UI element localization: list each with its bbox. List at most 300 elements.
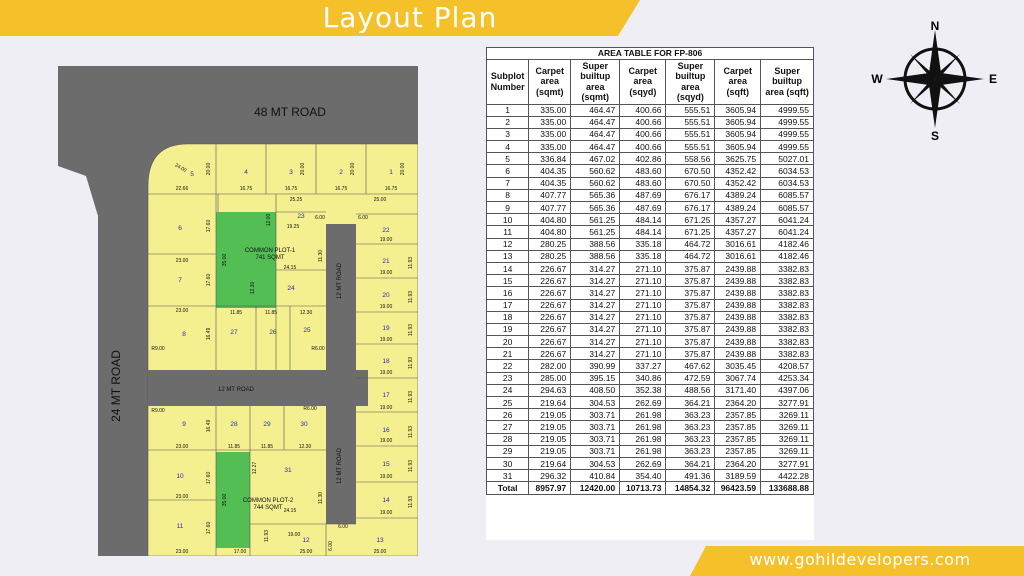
table-cell: 555.51 xyxy=(666,104,715,116)
table-row xyxy=(487,226,814,238)
page-title: Layout Plan xyxy=(322,1,498,34)
table-cell: 226.67 xyxy=(529,262,571,274)
table-cell: 9 xyxy=(487,202,529,214)
table-cell: 6085.57 xyxy=(761,202,814,214)
table-cell: 4352.42 xyxy=(715,177,761,189)
dimension-label: 17.60 xyxy=(206,219,212,233)
table-cell: 3382.83 xyxy=(761,336,814,348)
table-cell: 4397.06 xyxy=(761,384,814,396)
table-cell: 27 xyxy=(487,421,529,433)
table-cell: 7 xyxy=(487,177,529,189)
dimension-label: R9.00 xyxy=(151,346,165,352)
dimension-label: 11.93 xyxy=(408,425,414,439)
dimension-label: 24.15 xyxy=(283,508,297,514)
plot-number: 1 xyxy=(389,169,393,176)
dimension-label: 35.00 xyxy=(222,253,228,267)
table-column-header: Carpet area (sqmt) xyxy=(529,59,571,104)
dimension-label: 17.60 xyxy=(206,521,212,535)
area-table xyxy=(486,47,814,495)
table-cell: 3605.94 xyxy=(715,141,761,153)
table-total-cell: 14854.32 xyxy=(666,482,715,494)
plot-number: 24 xyxy=(287,285,295,292)
table-cell: 2 xyxy=(487,116,529,128)
table-row xyxy=(487,214,814,226)
table-cell: 410.84 xyxy=(571,470,620,482)
table-row xyxy=(487,238,814,250)
table-cell: 219.05 xyxy=(529,433,571,445)
table-cell: 337.27 xyxy=(620,360,666,372)
table-cell: 375.87 xyxy=(666,287,715,299)
dimension-label: 24.15 xyxy=(283,265,297,271)
compass-north: N xyxy=(930,19,940,33)
table-cell: 400.66 xyxy=(620,116,666,128)
table-row xyxy=(487,384,814,396)
table-cell: 29 xyxy=(487,445,529,457)
plot-number: 29 xyxy=(263,421,271,428)
table-cell: 2439.88 xyxy=(715,262,761,274)
plot-number: 12 xyxy=(302,537,310,544)
dimension-label: 11.85 xyxy=(260,444,274,450)
table-cell: 671.25 xyxy=(666,214,715,226)
dimension-label: 22.66 xyxy=(175,186,189,192)
table-cell: 6085.57 xyxy=(761,189,814,201)
table-cell: 3277.91 xyxy=(761,457,814,469)
table-cell: 226.67 xyxy=(529,348,571,360)
table-cell: 21 xyxy=(487,348,529,360)
table-cell: 375.87 xyxy=(666,323,715,335)
table-cell: 3382.83 xyxy=(761,323,814,335)
plot-number: 11 xyxy=(176,523,184,530)
table-cell: 335.18 xyxy=(620,238,666,250)
table-row xyxy=(487,177,814,189)
table-cell: 4352.42 xyxy=(715,165,761,177)
table-cell: 2439.88 xyxy=(715,311,761,323)
table-cell: 375.87 xyxy=(666,311,715,323)
table-cell: 271.10 xyxy=(620,311,666,323)
dimension-label: 25.00 xyxy=(373,549,387,555)
table-cell: 314.27 xyxy=(571,311,620,323)
compass-west: W xyxy=(871,72,883,86)
table-cell: 6034.53 xyxy=(761,165,814,177)
dimension-label: 19.00 xyxy=(287,532,301,538)
table-cell: 5027.01 xyxy=(761,153,814,165)
table-cell: 2439.88 xyxy=(715,323,761,335)
dimension-label: 6.00 xyxy=(338,524,348,530)
table-row xyxy=(487,202,814,214)
table-cell: 670.50 xyxy=(666,177,715,189)
table-cell: 16 xyxy=(487,287,529,299)
table-cell: 280.25 xyxy=(529,250,571,262)
table-cell: 483.60 xyxy=(620,165,666,177)
dimension-label: 23.00 xyxy=(175,258,189,264)
dimension-label: 19.00 xyxy=(379,474,393,480)
table-cell: 3269.11 xyxy=(761,433,814,445)
dimension-label: 11.30 xyxy=(318,491,324,505)
table-row xyxy=(487,397,814,409)
table-cell: 2439.88 xyxy=(715,336,761,348)
table-cell: 303.71 xyxy=(571,409,620,421)
table-cell: 271.10 xyxy=(620,323,666,335)
table-cell: 314.27 xyxy=(571,336,620,348)
table-cell: 17 xyxy=(487,299,529,311)
dimension-label: R6.00 xyxy=(303,406,317,412)
dimension-label: 11.93 xyxy=(408,290,414,304)
table-cell: 407.77 xyxy=(529,202,571,214)
table-cell: 335.00 xyxy=(529,116,571,128)
table-cell: 364.21 xyxy=(666,397,715,409)
table-row xyxy=(487,116,814,128)
table-cell: 314.27 xyxy=(571,299,620,311)
plot-number: 30 xyxy=(300,421,308,428)
table-cell: 226.67 xyxy=(529,323,571,335)
dimension-label: 6.00 xyxy=(315,215,325,221)
table-cell: 2357.85 xyxy=(715,421,761,433)
table-cell: 219.64 xyxy=(529,397,571,409)
table-cell: 3016.61 xyxy=(715,238,761,250)
area-table-panel xyxy=(486,47,814,540)
table-cell: 484.14 xyxy=(620,214,666,226)
table-cell: 4999.55 xyxy=(761,116,814,128)
table-cell: 3269.11 xyxy=(761,409,814,421)
table-cell: 1 xyxy=(487,104,529,116)
table-row xyxy=(487,348,814,360)
dimension-label: 6.00 xyxy=(358,215,368,221)
table-row xyxy=(487,409,814,421)
table-cell: 31 xyxy=(487,470,529,482)
table-cell: 4253.34 xyxy=(761,372,814,384)
compass-south: S xyxy=(930,129,940,143)
table-cell: 3382.83 xyxy=(761,287,814,299)
table-cell: 483.60 xyxy=(620,177,666,189)
table-cell: 3067.74 xyxy=(715,372,761,384)
table-cell: 404.35 xyxy=(529,177,571,189)
dimension-label: 19.00 xyxy=(379,304,393,310)
table-cell: 402.86 xyxy=(620,153,666,165)
table-cell: 19 xyxy=(487,323,529,335)
table-cell: 2439.88 xyxy=(715,275,761,287)
table-cell: 25 xyxy=(487,397,529,409)
table-cell: 6041.24 xyxy=(761,226,814,238)
dimension-label: 16.49 xyxy=(206,327,212,341)
compass-rose-icon xyxy=(870,16,1000,146)
table-cell: 467.02 xyxy=(571,153,620,165)
road-label-12mt-vertical-lower: 12 MT ROAD xyxy=(337,448,343,484)
table-cell: 4182.46 xyxy=(761,238,814,250)
compass-east: E xyxy=(988,72,998,86)
dimension-label: 11.93 xyxy=(408,459,414,473)
table-cell: 20 xyxy=(487,336,529,348)
dimension-label: 19.00 xyxy=(379,237,393,243)
table-cell: 404.80 xyxy=(529,226,571,238)
table-cell: 487.69 xyxy=(620,189,666,201)
table-cell: 2439.88 xyxy=(715,348,761,360)
table-cell: 555.51 xyxy=(666,141,715,153)
table-cell: 484.14 xyxy=(620,226,666,238)
table-cell: 491.36 xyxy=(666,470,715,482)
table-cell: 363.23 xyxy=(666,433,715,445)
dimension-label: 19.25 xyxy=(286,224,300,230)
table-cell: 464.72 xyxy=(666,238,715,250)
table-cell: 24 xyxy=(487,384,529,396)
table-cell: 314.27 xyxy=(571,323,620,335)
table-cell: 219.05 xyxy=(529,409,571,421)
dimension-label: 23.00 xyxy=(175,308,189,314)
dimension-label: 23.00 xyxy=(175,549,189,555)
table-cell: 4999.55 xyxy=(761,104,814,116)
table-cell: 271.10 xyxy=(620,287,666,299)
table-cell: 3625.75 xyxy=(715,153,761,165)
table-cell: 335.18 xyxy=(620,250,666,262)
table-cell: 15 xyxy=(487,275,529,287)
plot-number: 14 xyxy=(382,497,390,504)
table-cell: 262.69 xyxy=(620,457,666,469)
table-cell: 2439.88 xyxy=(715,299,761,311)
table-cell: 2439.88 xyxy=(715,287,761,299)
dimension-label: R6.00 xyxy=(311,346,325,352)
dimension-label: 19.00 xyxy=(379,438,393,444)
dimension-label: 11.93 xyxy=(408,390,414,404)
table-total-cell: 96423.59 xyxy=(715,482,761,494)
table-cell: 3382.83 xyxy=(761,299,814,311)
table-cell: 13 xyxy=(487,250,529,262)
table-row xyxy=(487,323,814,335)
dimension-label: R9.00 xyxy=(151,408,165,414)
dimension-label: 12.30 xyxy=(298,444,312,450)
table-cell: 354.40 xyxy=(620,470,666,482)
dimension-label: 20.00 xyxy=(350,162,356,176)
dimension-label: 16.75 xyxy=(239,186,253,192)
table-cell: 408.50 xyxy=(571,384,620,396)
plot-number: 10 xyxy=(176,473,184,480)
table-column-header: Carpet area (sqyd) xyxy=(620,59,666,104)
table-cell: 3269.11 xyxy=(761,421,814,433)
plot-number: 3 xyxy=(289,169,293,176)
table-cell: 2357.85 xyxy=(715,409,761,421)
dimension-label: 11.85 xyxy=(229,310,243,316)
plot-number: 6 xyxy=(178,225,182,232)
plot-number: 17 xyxy=(382,392,390,399)
table-cell: 271.10 xyxy=(620,348,666,360)
dimension-label: 25.00 xyxy=(299,549,313,555)
table-row xyxy=(487,311,814,323)
dimension-label: 25.00 xyxy=(373,197,387,203)
table-cell: 4182.46 xyxy=(761,250,814,262)
dimension-label: 12.30 xyxy=(250,281,256,295)
dimension-label: 19.00 xyxy=(379,370,393,376)
table-total-row xyxy=(487,482,814,494)
table-cell: 30 xyxy=(487,457,529,469)
table-cell: 2364.20 xyxy=(715,397,761,409)
dimension-label: 11.85 xyxy=(264,310,278,316)
table-cell: 4999.55 xyxy=(761,128,814,140)
table-cell: 404.35 xyxy=(529,165,571,177)
dimension-label: 12.27 xyxy=(252,461,258,475)
plot-number: 27 xyxy=(230,329,238,336)
table-cell: 390.99 xyxy=(571,360,620,372)
dimension-label: 11.93 xyxy=(408,356,414,370)
table-cell: 3269.11 xyxy=(761,445,814,457)
table-cell: 558.56 xyxy=(666,153,715,165)
table-cell: 400.66 xyxy=(620,128,666,140)
plot-number: 21 xyxy=(382,258,390,265)
dimension-label: 17.60 xyxy=(206,273,212,287)
table-cell: 4422.28 xyxy=(761,470,814,482)
dimension-label: 35.00 xyxy=(222,493,228,507)
table-cell: 271.10 xyxy=(620,299,666,311)
table-cell: 3605.94 xyxy=(715,128,761,140)
dimension-label: 11.93 xyxy=(264,529,270,543)
table-cell: 375.87 xyxy=(666,299,715,311)
dimension-label: 11.93 xyxy=(408,495,414,509)
dimension-label: 19.00 xyxy=(379,405,393,411)
table-row xyxy=(487,141,814,153)
table-cell: 3016.61 xyxy=(715,250,761,262)
table-row xyxy=(487,104,814,116)
table-row xyxy=(487,262,814,274)
road-label-24mt: 24 MT ROAD xyxy=(109,350,123,422)
table-row xyxy=(487,189,814,201)
table-cell: 282.00 xyxy=(529,360,571,372)
plot-number: 19 xyxy=(382,325,390,332)
table-cell: 22 xyxy=(487,360,529,372)
table-cell: 467.62 xyxy=(666,360,715,372)
table-cell: 4999.55 xyxy=(761,141,814,153)
table-cell: 2357.85 xyxy=(715,433,761,445)
table-cell: 565.36 xyxy=(571,189,620,201)
dimension-label: 20.00 xyxy=(206,162,212,176)
table-cell: 560.62 xyxy=(571,177,620,189)
common-plot-2-area: 744 SQMT xyxy=(253,505,283,511)
table-column-header: Carpet area (sqft) xyxy=(715,59,761,104)
table-cell: 340.86 xyxy=(620,372,666,384)
table-cell: 303.71 xyxy=(571,421,620,433)
plot-number: 31 xyxy=(284,467,292,474)
plot-number: 25 xyxy=(303,327,311,334)
table-row xyxy=(487,287,814,299)
table-cell: 3035.45 xyxy=(715,360,761,372)
table-cell: 363.23 xyxy=(666,421,715,433)
dimension-label: 16.75 xyxy=(384,186,398,192)
dimension-label: 23.00 xyxy=(175,494,189,500)
table-cell: 18 xyxy=(487,311,529,323)
table-total-cell: 133688.88 xyxy=(761,482,814,494)
table-cell: 226.67 xyxy=(529,311,571,323)
road-label-12mt-horizontal: 12 MT ROAD xyxy=(218,387,254,393)
dimension-label: 24.00 xyxy=(173,162,188,174)
table-cell: 6041.24 xyxy=(761,214,814,226)
table-cell: 555.51 xyxy=(666,116,715,128)
table-cell: 670.50 xyxy=(666,165,715,177)
dimension-label: 20.00 xyxy=(300,162,306,176)
table-row xyxy=(487,128,814,140)
table-cell: 271.10 xyxy=(620,262,666,274)
plot-number: 20 xyxy=(382,292,390,299)
table-row xyxy=(487,372,814,384)
plot-number: 13 xyxy=(376,537,384,544)
table-cell: 335.00 xyxy=(529,141,571,153)
table-cell: 219.05 xyxy=(529,421,571,433)
table-cell: 388.56 xyxy=(571,250,620,262)
table-cell: 464.47 xyxy=(571,116,620,128)
table-cell: 400.66 xyxy=(620,141,666,153)
dimension-label: 17.00 xyxy=(233,549,247,555)
table-cell: 488.56 xyxy=(666,384,715,396)
table-cell: 388.56 xyxy=(571,238,620,250)
table-cell: 14 xyxy=(487,262,529,274)
table-row xyxy=(487,165,814,177)
table-cell: 226.67 xyxy=(529,287,571,299)
table-cell: 335.00 xyxy=(529,104,571,116)
table-cell: 285.00 xyxy=(529,372,571,384)
table-cell: 472.59 xyxy=(666,372,715,384)
table-cell: 4357.27 xyxy=(715,226,761,238)
table-cell: 219.05 xyxy=(529,445,571,457)
common-plot-1-area: 741 SQMT xyxy=(255,255,285,261)
table-cell: 3277.91 xyxy=(761,397,814,409)
website-link[interactable]: www.gohildevelopers.com xyxy=(749,550,971,569)
table-cell: 555.51 xyxy=(666,128,715,140)
table-cell: 2357.85 xyxy=(715,445,761,457)
plot-number: 4 xyxy=(244,169,248,176)
table-column-header: Subplot Number xyxy=(487,59,529,104)
table-cell: 352.38 xyxy=(620,384,666,396)
plot-number: 18 xyxy=(382,358,390,365)
plot-number: 5 xyxy=(190,171,194,178)
table-cell: 336.84 xyxy=(529,153,571,165)
plot-number: 2 xyxy=(339,169,343,176)
table-cell: 28 xyxy=(487,433,529,445)
table-cell: 375.87 xyxy=(666,262,715,274)
table-cell: 4208.57 xyxy=(761,360,814,372)
table-cell: 314.27 xyxy=(571,275,620,287)
table-cell: 8 xyxy=(487,189,529,201)
area-table-caption: AREA TABLE FOR FP-806 xyxy=(487,48,814,60)
table-cell: 271.10 xyxy=(620,336,666,348)
table-cell: 3382.83 xyxy=(761,348,814,360)
table-cell: 3382.83 xyxy=(761,262,814,274)
table-cell: 271.10 xyxy=(620,275,666,287)
table-cell: 280.25 xyxy=(529,238,571,250)
dimension-label: 12.00 xyxy=(266,213,272,227)
table-cell: 10 xyxy=(487,214,529,226)
table-cell: 561.25 xyxy=(571,226,620,238)
table-cell: 226.67 xyxy=(529,299,571,311)
table-cell: 262.69 xyxy=(620,397,666,409)
dimension-label: 16.75 xyxy=(334,186,348,192)
table-cell: 3605.94 xyxy=(715,116,761,128)
table-cell: 261.98 xyxy=(620,421,666,433)
dimension-label: 20.00 xyxy=(400,162,406,176)
table-total-cell: Total xyxy=(487,482,529,494)
table-cell: 335.00 xyxy=(529,128,571,140)
table-cell: 395.15 xyxy=(571,372,620,384)
table-cell: 676.17 xyxy=(666,202,715,214)
table-cell: 364.21 xyxy=(666,457,715,469)
table-cell: 26 xyxy=(487,409,529,421)
table-row xyxy=(487,360,814,372)
table-cell: 671.25 xyxy=(666,226,715,238)
table-row xyxy=(487,421,814,433)
table-row xyxy=(487,336,814,348)
dimension-label: 11.85 xyxy=(227,444,241,450)
dimension-label: 23.00 xyxy=(175,444,189,450)
table-cell: 561.25 xyxy=(571,214,620,226)
table-cell: 3 xyxy=(487,128,529,140)
dimension-label: 19.00 xyxy=(379,337,393,343)
table-cell: 219.64 xyxy=(529,457,571,469)
table-cell: 6034.53 xyxy=(761,177,814,189)
table-cell: 3171.40 xyxy=(715,384,761,396)
